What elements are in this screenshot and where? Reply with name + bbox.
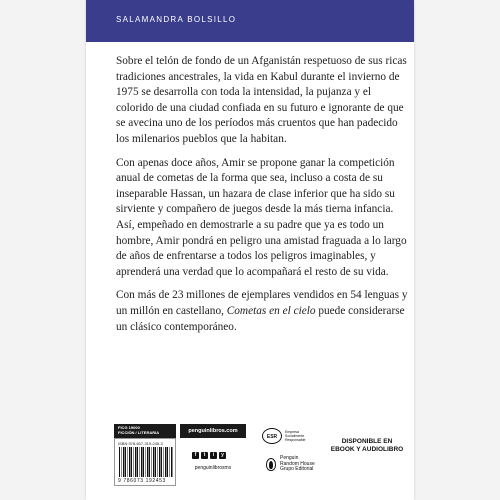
publisher-line-1: Penguin: [280, 455, 299, 461]
isbn-text: ISBN 978-607-319-245-3: [118, 441, 163, 446]
publisher-line-3: Grupo Editorial: [280, 466, 314, 473]
barcode-number: 9 786073 192453: [118, 478, 166, 484]
esr-line-3: Responsable: [285, 438, 306, 442]
header-bar: [86, 0, 414, 42]
facebook-icon: f: [192, 452, 199, 459]
availability-line-1: DISPONIBLE EN: [341, 438, 393, 445]
series-name: SALAMANDRA BOLSILLO: [116, 15, 237, 24]
instagram-icon: i: [210, 452, 217, 459]
esr-line-2: Socialmente: [285, 434, 305, 438]
esr-text: [285, 430, 315, 442]
category-code-box: [114, 424, 176, 438]
synopsis-paragraph-2: Con apenas doce años, Amir se propone ganar la competición anual de cometas de la forma que sea, incluso a costa de su inseparable Hassan, un hazara de clase inferior que ha sido su sirviente y compañero de juegos desde la más tierna infancia. Así, empeñado en demostrarle a su padre que ya es todo un hombre, Amir pondrá en peligro una amistad fraguada a lo largo de años de enfrentarse a todos los peligros imaginables, y aprenderá una verdad que lo acompañará el resto de su vida.: [116, 156, 407, 278]
esr-logo: ESR: [262, 428, 282, 444]
twitter-icon: t: [201, 452, 208, 459]
isbn-box: [114, 438, 176, 486]
availability-note: [330, 438, 404, 454]
publisher-name: [280, 456, 320, 473]
synopsis: [116, 54, 408, 343]
website-label: penguinlibros.com: [180, 424, 246, 438]
category-code: FICG 19000: [118, 425, 140, 430]
back-cover: [86, 0, 414, 500]
synopsis-paragraph-1: Sobre el telón de fondo de un Afganistán respetuoso de sus ricas tradiciones ancestrales, la vida en Kabul durante el invierno de 1975 se desarrolla con toda la intensidad, la pujanza y el colorido de una ciudad confiada en su futuro e ignorante de que se avecina uno de los períodos más cruentos que han padecido los milenarios pueblos que la habitan.: [116, 55, 407, 145]
barcode: [119, 447, 173, 477]
synopsis-paragraph-3: [116, 288, 408, 335]
social-icons: [192, 452, 226, 459]
esr-line-1: Empresa: [285, 430, 300, 434]
social-handle: penguinlibrosmx: [194, 465, 232, 471]
category-label: FICCIÓN / LITERARIA: [118, 430, 160, 435]
penguin-logo-icon: [266, 458, 276, 471]
publisher-line-2: Random House: [280, 460, 315, 467]
paragraph-3-lead: Con más de 23 millones de ejemplares vendidos en 54 lenguas y un millón en castellano,: [116, 289, 408, 317]
book-title: Cometas en el cielo: [226, 304, 316, 317]
youtube-icon: y: [219, 452, 226, 459]
footer: [86, 422, 414, 500]
availability-line-2: EBOOK Y AUDIOLIBRO: [330, 446, 404, 453]
paragraph-3-tail: puede considerarse un clásico contemporáneo.: [116, 304, 405, 333]
